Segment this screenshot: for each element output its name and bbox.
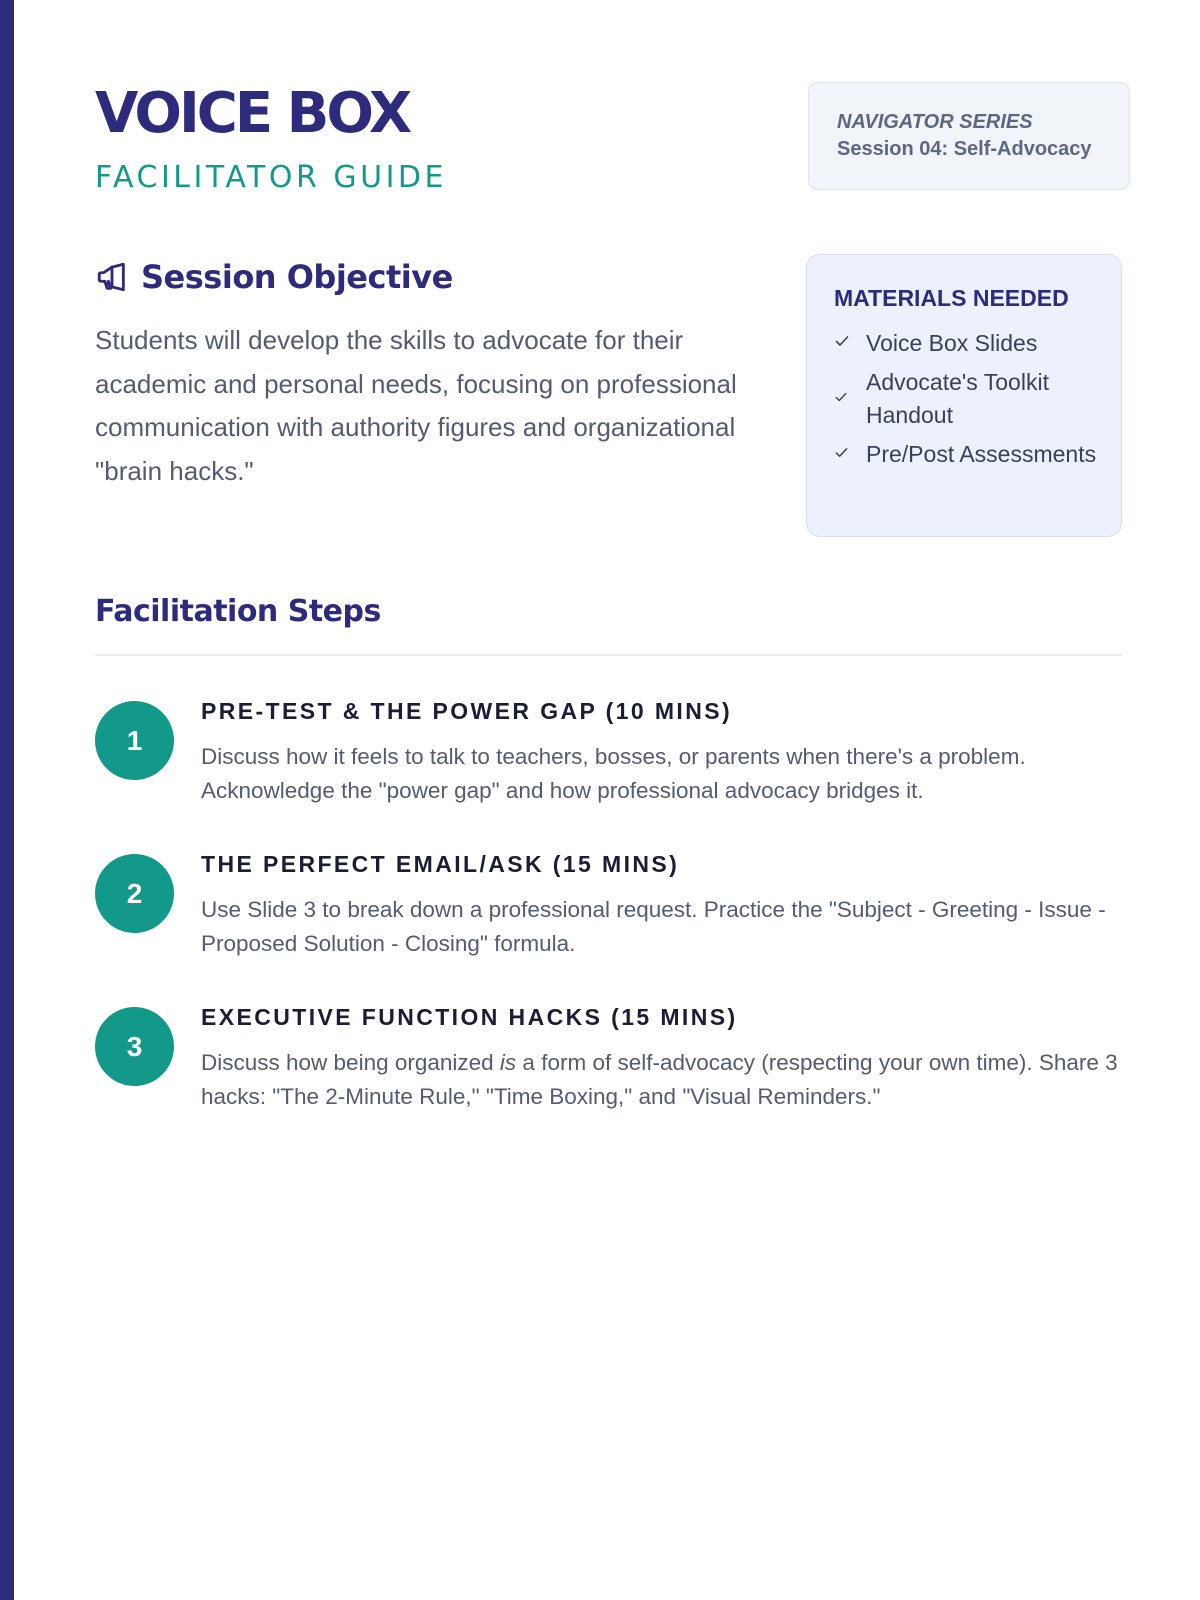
step-item — [95, 696, 1122, 849]
materials-title: MATERIALS NEEDED — [834, 285, 1069, 311]
objective-heading-text: Session Objective — [141, 258, 453, 296]
brand-title: VOICE BOX — [95, 81, 410, 146]
session-objective — [95, 255, 755, 493]
series-label: NAVIGATOR SERIES — [837, 111, 1033, 133]
facilitation-steps — [95, 590, 1122, 1155]
series-box — [808, 82, 1130, 190]
list-item — [834, 366, 1097, 432]
objective-heading — [95, 255, 755, 299]
material-label: Pre/Post Assessments — [866, 441, 1097, 467]
section-divider — [95, 654, 1122, 656]
step-title: THE PERFECT EMAIL/ASK (15 MINS) — [201, 851, 680, 877]
list-item — [834, 327, 1097, 360]
step-description: Discuss how it feels to talk to teachers, bosses, or parents when there's a problem. Acknowledge the "power gap" and how professional advocacy bridges it. — [201, 744, 1026, 803]
step-description-emphasis: is — [499, 1050, 517, 1075]
step-number-badge: 1 — [95, 701, 174, 780]
objective-text: Students will develop the skills to advocate for their academic and personal needs, focusing on professional communication with authority figures and organizational "brain hacks." — [95, 325, 737, 486]
materials-list — [834, 327, 1097, 471]
materials-panel — [806, 254, 1122, 537]
step-number-badge: 3 — [95, 1007, 174, 1086]
step-description — [201, 1046, 1122, 1113]
step-title: PRE-TEST & THE POWER GAP (10 MINS) — [201, 698, 732, 724]
step-description-start: Discuss how being organized — [201, 1050, 500, 1075]
header — [95, 82, 1132, 202]
step-item — [95, 1002, 1122, 1155]
megaphone-icon — [95, 260, 129, 294]
brand-subtitle: FACILITATOR GUIDE — [95, 160, 447, 195]
check-icon — [834, 390, 852, 409]
step-description: Use Slide 3 to break down a professional request. Practice the "Subject - Greeting - Issue - Proposed Solution - Closing" formula. — [201, 897, 1106, 956]
material-label: Advocate's Toolkit Handout — [866, 369, 1049, 428]
step-number-badge: 2 — [95, 854, 174, 933]
step-title: EXECUTIVE FUNCTION HACKS (15 MINS) — [201, 1004, 738, 1030]
steps-heading: Facilitation Steps — [95, 594, 381, 629]
left-accent-bar — [0, 0, 14, 1600]
steps-list — [95, 696, 1122, 1155]
facilitator-guide-page — [95, 0, 1132, 1600]
session-label: Session 04: Self-Advocacy — [837, 138, 1092, 160]
list-item — [834, 438, 1097, 471]
step-body — [201, 1002, 1122, 1113]
check-icon — [834, 333, 852, 354]
step-item — [95, 849, 1122, 1002]
step-body — [201, 696, 1122, 807]
step-body — [201, 849, 1122, 960]
step-description-end: a form of self-advocacy (respecting your own time). Share 3 hacks: "The 2-Minute Rule," "Time Boxing," and "Visual Reminders." — [201, 1050, 1118, 1109]
check-icon — [834, 445, 852, 465]
material-label: Voice Box Slides — [866, 330, 1038, 356]
